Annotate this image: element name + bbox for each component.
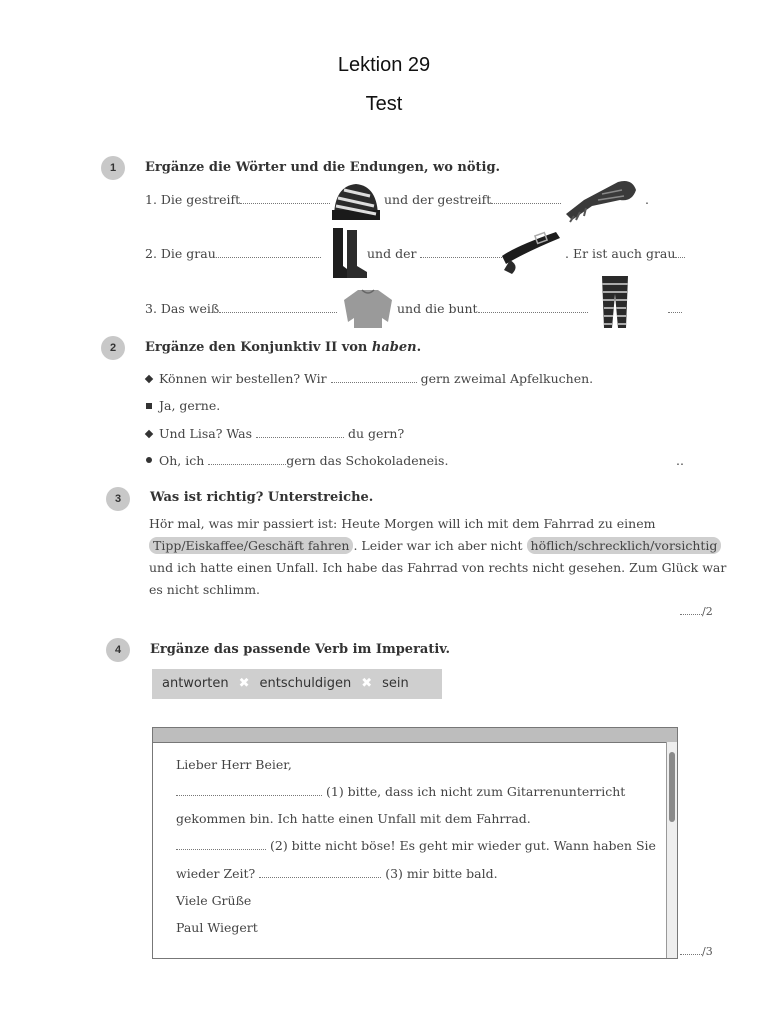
- exercise-number-badge: 2: [101, 336, 125, 360]
- exercise-heading: Was ist richtig? Unterstreiche.: [150, 490, 374, 505]
- square-bullet-icon: [146, 403, 152, 409]
- ex1-row3b-text: und die bunt: [397, 301, 588, 316]
- choice-option[interactable]: höflich/schrecklich/vorsichtig: [527, 537, 722, 554]
- diamond-bullet-icon: [145, 430, 153, 438]
- ex1-row1-text: 1. Die gestreift: [145, 192, 330, 207]
- answer-blank[interactable]: [216, 247, 321, 258]
- ex1-row1-end: .: [645, 192, 649, 207]
- ex1-row1b-text: und der gestreift: [384, 192, 561, 207]
- scrollbar-thumb[interactable]: [669, 752, 675, 822]
- page-title: Test: [365, 93, 403, 115]
- answer-blank[interactable]: [256, 427, 344, 438]
- answer-blank[interactable]: [208, 454, 286, 465]
- exercise-number-badge: 3: [106, 487, 130, 511]
- exercise-heading: Ergänze die Wörter und die Endungen, wo nötig.: [145, 160, 501, 175]
- letter-line: (1) bitte, dass ich nicht zum Gitarrenunterricht: [176, 784, 625, 799]
- exercise-heading: Ergänze den Konjunktiv II von haben.: [145, 340, 422, 355]
- dialog-line: Oh, ich gern das Schokoladeneis.: [159, 453, 449, 468]
- answer-blank[interactable]: [176, 839, 266, 850]
- ex1-row3-end: [668, 301, 682, 316]
- dialog-line: Können wir bestellen? Wir gern zweimal Apfelkuchen.: [159, 371, 594, 386]
- letter-line: gekommen bin. Ich hatte einen Unfall mit dem Fahrrad.: [176, 811, 531, 826]
- diamond-bullet-icon: [145, 375, 153, 383]
- dialog-line: Ja, gerne.: [159, 398, 221, 413]
- scarf-icon: [562, 176, 642, 224]
- word-option: sein: [382, 676, 409, 691]
- answer-blank[interactable]: [331, 372, 417, 383]
- belt-icon: [496, 226, 564, 276]
- letter-greeting: Lieber Herr Beier,: [176, 757, 292, 772]
- word-option: antworten: [162, 676, 229, 691]
- boots-icon: [329, 226, 369, 282]
- dialog-line: Und Lisa? Was du gern?: [159, 426, 405, 441]
- exercise-number-badge: 4: [106, 638, 130, 662]
- answer-blank[interactable]: [491, 193, 561, 204]
- answer-blank[interactable]: [240, 193, 330, 204]
- ex1-row2-text: 2. Die grau: [145, 246, 321, 261]
- separator-icon: ✖: [361, 676, 373, 691]
- answer-blank[interactable]: [668, 302, 682, 313]
- dot-bullet-icon: [146, 457, 152, 463]
- striped-tights-icon: [598, 274, 632, 332]
- word-bank: [152, 669, 442, 699]
- exercise-number-badge: 1: [101, 156, 125, 180]
- score-field: /2: [680, 604, 713, 618]
- ex2-end-dots: ..: [676, 453, 684, 468]
- ex1-row3-text: 3. Das weiß: [145, 301, 337, 316]
- ex1-row2b-text: und der: [367, 246, 502, 261]
- choice-option[interactable]: Tipp/Eiskaffee/Geschäft fahren: [149, 537, 353, 554]
- answer-blank[interactable]: [675, 247, 685, 258]
- score-field: /3: [680, 944, 713, 958]
- answer-blank[interactable]: [478, 302, 588, 313]
- answer-blank[interactable]: [259, 867, 381, 878]
- beanie-hat-icon: [330, 180, 382, 224]
- text-line: Tipp/Eiskaffee/Geschäft fahren . Leider war ich aber nicht höflich/schrecklich/vorsichtig: [149, 538, 721, 553]
- answer-blank[interactable]: [420, 247, 502, 258]
- letter-signature: Paul Wiegert: [176, 920, 258, 935]
- window-titlebar: [153, 728, 677, 743]
- word-option: entschuldigen: [259, 676, 352, 691]
- answer-blank[interactable]: [176, 785, 322, 796]
- scrollbar[interactable]: [666, 742, 677, 958]
- letter-closing: Viele Grüße: [176, 893, 252, 908]
- text-line: Hör mal, was mir passiert ist: Heute Morgen will ich mit dem Fahrrad zu einem: [149, 516, 656, 531]
- text-line: und ich hatte einen Unfall. Ich habe das Fahrrad von rechts nicht gesehen. Zum Glück war: [149, 560, 727, 575]
- exercise-heading: Ergänze das passende Verb im Imperativ.: [150, 642, 451, 657]
- ex1-row2c-text: . Er ist auch grau: [565, 246, 685, 261]
- letter-line: (2) bitte nicht böse! Es geht mir wieder gut. Wann haben Sie: [176, 838, 656, 853]
- separator-icon: ✖: [238, 676, 250, 691]
- sweater-icon: [342, 286, 394, 330]
- letter-line: wieder Zeit? (3) mir bitte bald.: [176, 866, 498, 881]
- text-line: es nicht schlimm.: [149, 582, 261, 597]
- lesson-title: Lektion 29: [337, 54, 431, 76]
- answer-blank[interactable]: [219, 302, 337, 313]
